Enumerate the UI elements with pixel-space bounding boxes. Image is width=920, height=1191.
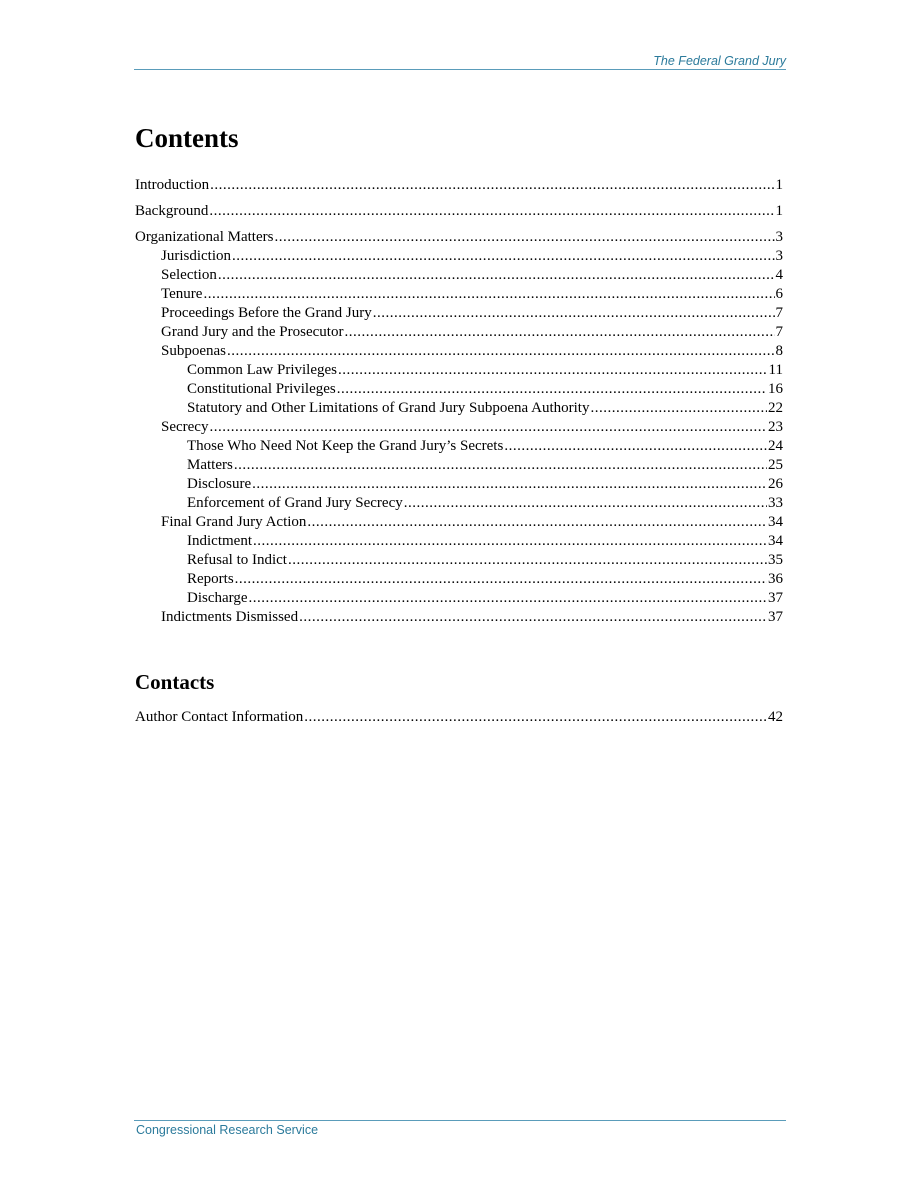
toc-entry-label: Organizational Matters bbox=[135, 229, 274, 245]
toc-dot-leader bbox=[249, 589, 767, 608]
toc-entry-page-number: 34 bbox=[768, 514, 783, 530]
toc-dot-leader bbox=[203, 285, 774, 304]
toc-dot-leader bbox=[210, 176, 774, 195]
toc-entry-page-number: 37 bbox=[768, 609, 783, 625]
toc-entry-page-number: 33 bbox=[768, 495, 783, 511]
toc-entry[interactable] bbox=[135, 247, 783, 266]
toc-dot-leader bbox=[274, 228, 774, 247]
toc-entry[interactable] bbox=[135, 304, 783, 323]
toc-entry[interactable] bbox=[135, 342, 783, 361]
toc-entry[interactable] bbox=[135, 266, 783, 285]
toc-entry-page-number: 42 bbox=[768, 709, 783, 725]
toc-dot-leader bbox=[288, 551, 767, 570]
toc-entry-page-number: 23 bbox=[768, 419, 783, 435]
toc-entry-page-number: 35 bbox=[768, 552, 783, 568]
toc-entry[interactable] bbox=[135, 418, 783, 437]
toc-dot-leader bbox=[227, 342, 775, 361]
toc-entry-label: Constitutional Privileges bbox=[187, 381, 336, 397]
toc-entry-label: Reports bbox=[187, 571, 234, 587]
toc-entry-label: Secrecy bbox=[161, 419, 209, 435]
toc-entry-label: Common Law Privileges bbox=[187, 362, 337, 378]
toc-entry[interactable] bbox=[135, 176, 783, 195]
toc-dot-leader bbox=[253, 532, 767, 551]
contacts-heading: Contacts bbox=[135, 670, 215, 694]
toc-entry[interactable] bbox=[135, 708, 783, 727]
toc-dot-leader bbox=[252, 475, 767, 494]
toc-entry-label: Discharge bbox=[187, 590, 248, 606]
toc-entry-page-number: 11 bbox=[768, 362, 783, 378]
toc-entry-label: Those Who Need Not Keep the Grand Jury’s Secrets bbox=[187, 438, 504, 454]
toc-entry-page-number: 36 bbox=[768, 571, 783, 587]
toc-entry-page-number: 7 bbox=[775, 324, 783, 340]
toc-entry[interactable] bbox=[135, 608, 783, 627]
toc-entry-page-number: 4 bbox=[775, 267, 783, 283]
toc-entry-page-number: 22 bbox=[768, 400, 783, 416]
toc-entry[interactable] bbox=[135, 228, 783, 247]
toc-entry[interactable] bbox=[135, 513, 783, 532]
toc-dot-leader bbox=[218, 266, 775, 285]
toc-entry-page-number: 6 bbox=[775, 286, 783, 302]
toc-entry[interactable] bbox=[135, 551, 783, 570]
toc-entry-label: Statutory and Other Limitations of Grand Jury Subpoena Authority bbox=[187, 400, 590, 416]
toc-dot-leader bbox=[235, 570, 767, 589]
footer-rule bbox=[134, 1120, 786, 1121]
running-header-title: The Federal Grand Jury bbox=[653, 54, 786, 68]
toc-entry-label: Background bbox=[135, 203, 209, 219]
toc-entry-page-number: 25 bbox=[768, 457, 783, 473]
contents-heading: Contents bbox=[135, 123, 239, 153]
toc-entry-page-number: 1 bbox=[775, 203, 783, 219]
toc-entry[interactable] bbox=[135, 456, 783, 475]
toc-entry-label: Disclosure bbox=[187, 476, 252, 492]
toc-entry-label: Jurisdiction bbox=[161, 248, 231, 264]
toc-dot-leader bbox=[234, 456, 767, 475]
header-rule bbox=[134, 69, 786, 70]
toc-dot-leader bbox=[590, 399, 767, 418]
toc-entry-page-number: 24 bbox=[768, 438, 783, 454]
toc-entry[interactable] bbox=[135, 475, 783, 494]
toc-dot-leader bbox=[344, 323, 774, 342]
toc-entry-page-number: 26 bbox=[768, 476, 783, 492]
toc-entry-page-number: 3 bbox=[775, 229, 783, 245]
toc-entry[interactable] bbox=[135, 380, 783, 399]
toc-dot-leader bbox=[299, 608, 767, 627]
toc-entry-page-number: 34 bbox=[768, 533, 783, 549]
toc-entry-label: Final Grand Jury Action bbox=[161, 514, 307, 530]
toc-entry-label: Introduction bbox=[135, 177, 210, 193]
toc-entry[interactable] bbox=[135, 589, 783, 608]
toc-entry-label: Author Contact Information bbox=[135, 709, 304, 725]
toc-entry-page-number: 7 bbox=[775, 305, 783, 321]
toc-dot-leader bbox=[307, 513, 767, 532]
toc-entry[interactable] bbox=[135, 437, 783, 456]
toc-entry[interactable] bbox=[135, 202, 783, 221]
toc-dot-leader bbox=[232, 247, 775, 266]
toc-entry[interactable] bbox=[135, 494, 783, 513]
toc-dot-leader bbox=[209, 202, 774, 221]
toc-dot-leader bbox=[404, 494, 767, 513]
toc-dot-leader bbox=[209, 418, 767, 437]
toc-entry-label: Proceedings Before the Grand Jury bbox=[161, 305, 372, 321]
toc-entry-label: Matters bbox=[187, 457, 233, 473]
toc-entry[interactable] bbox=[135, 361, 783, 380]
toc-dot-leader bbox=[504, 437, 767, 456]
toc-dot-leader bbox=[304, 708, 767, 727]
toc-entry[interactable] bbox=[135, 532, 783, 551]
toc-entry-page-number: 3 bbox=[775, 248, 783, 264]
toc-entry-label: Indictment bbox=[187, 533, 252, 549]
toc-entry[interactable] bbox=[135, 399, 783, 418]
toc-entry-label: Selection bbox=[161, 267, 217, 283]
toc-entry-page-number: 16 bbox=[768, 381, 783, 397]
contacts-list bbox=[135, 708, 783, 727]
toc-entry-label: Grand Jury and the Prosecutor bbox=[161, 324, 344, 340]
running-footer-organization: Congressional Research Service bbox=[136, 1123, 319, 1137]
toc-entry-label: Tenure bbox=[161, 286, 203, 302]
toc-dot-leader bbox=[373, 304, 775, 323]
toc-entry-label: Subpoenas bbox=[161, 343, 226, 359]
toc-entry-label: Indictments Dismissed bbox=[161, 609, 299, 625]
toc-entry-label: Enforcement of Grand Jury Secrecy bbox=[187, 495, 403, 511]
toc-entry-label: Refusal to Indict bbox=[187, 552, 287, 568]
contents-list bbox=[135, 176, 783, 627]
toc-entry-page-number: 37 bbox=[768, 590, 783, 606]
toc-entry-page-number: 1 bbox=[775, 177, 783, 193]
toc-entry[interactable] bbox=[135, 323, 783, 342]
toc-entry[interactable] bbox=[135, 570, 783, 589]
toc-entry[interactable] bbox=[135, 285, 783, 304]
toc-dot-leader bbox=[338, 361, 768, 380]
toc-dot-leader bbox=[337, 380, 767, 399]
toc-entry-page-number: 8 bbox=[775, 343, 783, 359]
